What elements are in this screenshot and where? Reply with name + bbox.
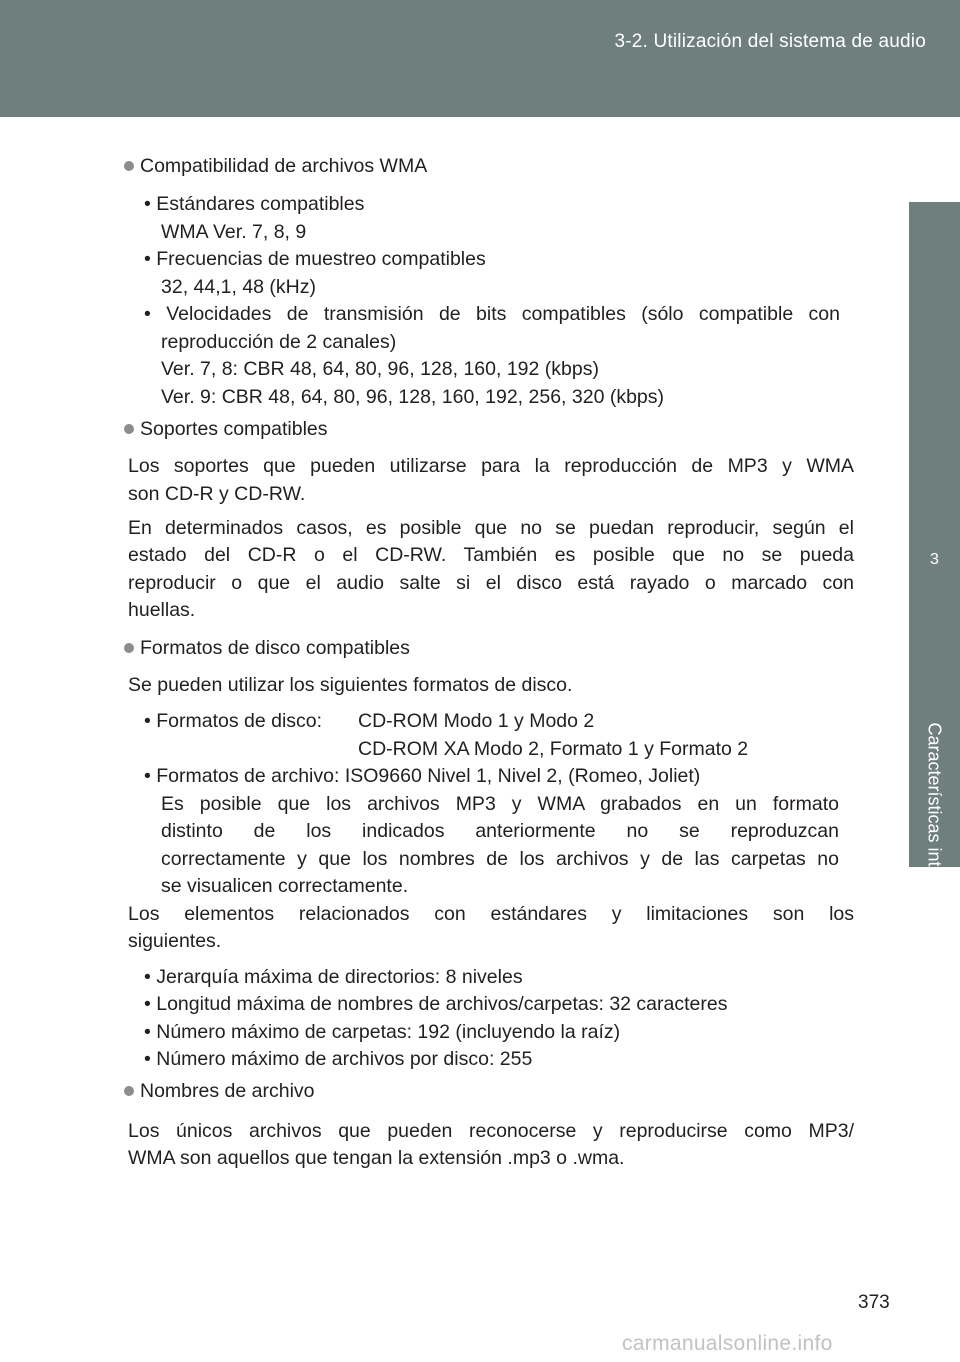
list-item: • Longitud máxima de nombres de archivos/carpetas: 32 caracteres: [144, 993, 728, 1015]
list-item-value: Ver. 9: CBR 48, 64, 80, 96, 128, 160, 192, 256, 320 (kbps): [161, 386, 665, 408]
list-item-value: 32, 44,1, 48 (kHz): [161, 276, 316, 298]
bullet-dot-icon: [124, 424, 134, 434]
list-item: • Jerarquía máxima de directorios: 8 niveles: [144, 966, 523, 988]
heading-wma: Compatibilidad de archivos WMA: [124, 152, 850, 180]
bullet-dot-icon: [124, 1086, 134, 1096]
bullet-dot-icon: [124, 643, 134, 653]
watermark: carmanualsonline.info: [622, 1332, 833, 1355]
list-item: • Frecuencias de muestreo compatibles: [144, 248, 486, 270]
paragraph-line: Se pueden utilizar los siguientes formatos de disco.: [128, 674, 573, 696]
bullet-dot-icon: [124, 161, 134, 171]
chapter-tab: [909, 202, 960, 922]
list-item-value: Ver. 7, 8: CBR 48, 64, 80, 96, 128, 160, 192 (kbps): [161, 358, 599, 380]
list-item: • Formatos de archivo: ISO9660 Nivel 1, Nivel 2, (Romeo, Joliet): [144, 765, 701, 787]
note-line: distinto de los indicados anteriormente no se reproduzcan: [161, 820, 839, 842]
heading-media: Soportes compatibles: [124, 415, 850, 443]
page-header: [0, 0, 960, 117]
chapter-number: 3: [930, 551, 939, 568]
list-item-value: reproducción de 2 canales): [161, 331, 397, 353]
list-item: • Velocidades de transmisión de bits compatibles (sólo compatible con: [144, 303, 840, 325]
heading-formats: Formatos de disco compatibles: [124, 634, 850, 662]
paragraph-line: Los soportes que pueden utilizarse para la reproducción de MP3 y WMA: [128, 455, 854, 477]
paragraph-line: estado del CD-R o el CD-RW. También es posible que no se pueda: [128, 544, 854, 566]
list-item-value: CD-ROM Modo 1 y Modo 2: [358, 710, 595, 732]
note-line: se visualicen correctamente.: [161, 875, 409, 897]
heading-names: Nombres de archivo: [124, 1077, 850, 1105]
list-item-value: CD-ROM XA Modo 2, Formato 1 y Formato 2: [358, 738, 749, 760]
paragraph-line: WMA son aquellos que tengan la extensión .mp3 o .wma.: [128, 1147, 625, 1169]
paragraph-line: Los únicos archivos que pueden reconocerse y reproducirse como MP3/: [128, 1120, 854, 1142]
note-line: correctamente y que los nombres de los archivos y de las carpetas no: [161, 848, 839, 870]
list-item: • Número máximo de archivos por disco: 255: [144, 1048, 533, 1070]
paragraph-line: siguientes.: [128, 930, 222, 952]
note-line: Es posible que los archivos MP3 y WMA grabados en un formato: [161, 793, 839, 815]
paragraph-line: En determinados casos, es posible que no se puedan reproducir, según el: [128, 517, 854, 539]
list-item: • Número máximo de carpetas: 192 (incluyendo la raíz): [144, 1021, 621, 1043]
section-title: 3-2. Utilización del sistema de audio: [614, 31, 926, 52]
paragraph-line: son CD-R y CD-RW.: [128, 483, 306, 505]
paragraph-line: huellas.: [128, 599, 196, 621]
list-item-value: WMA Ver. 7, 8, 9: [161, 221, 307, 243]
chapter-label: Características interiores: [924, 722, 945, 922]
list-item-label: • Formatos de disco:: [144, 710, 323, 732]
list-item: • Estándares compatibles: [144, 193, 365, 215]
paragraph-line: Los elementos relacionados con estándares y limitaciones son los: [128, 903, 854, 925]
page-number: 373: [858, 1292, 890, 1313]
paragraph-line: reproducir o que el audio salte si el disco está rayado o marcado con: [128, 572, 854, 594]
